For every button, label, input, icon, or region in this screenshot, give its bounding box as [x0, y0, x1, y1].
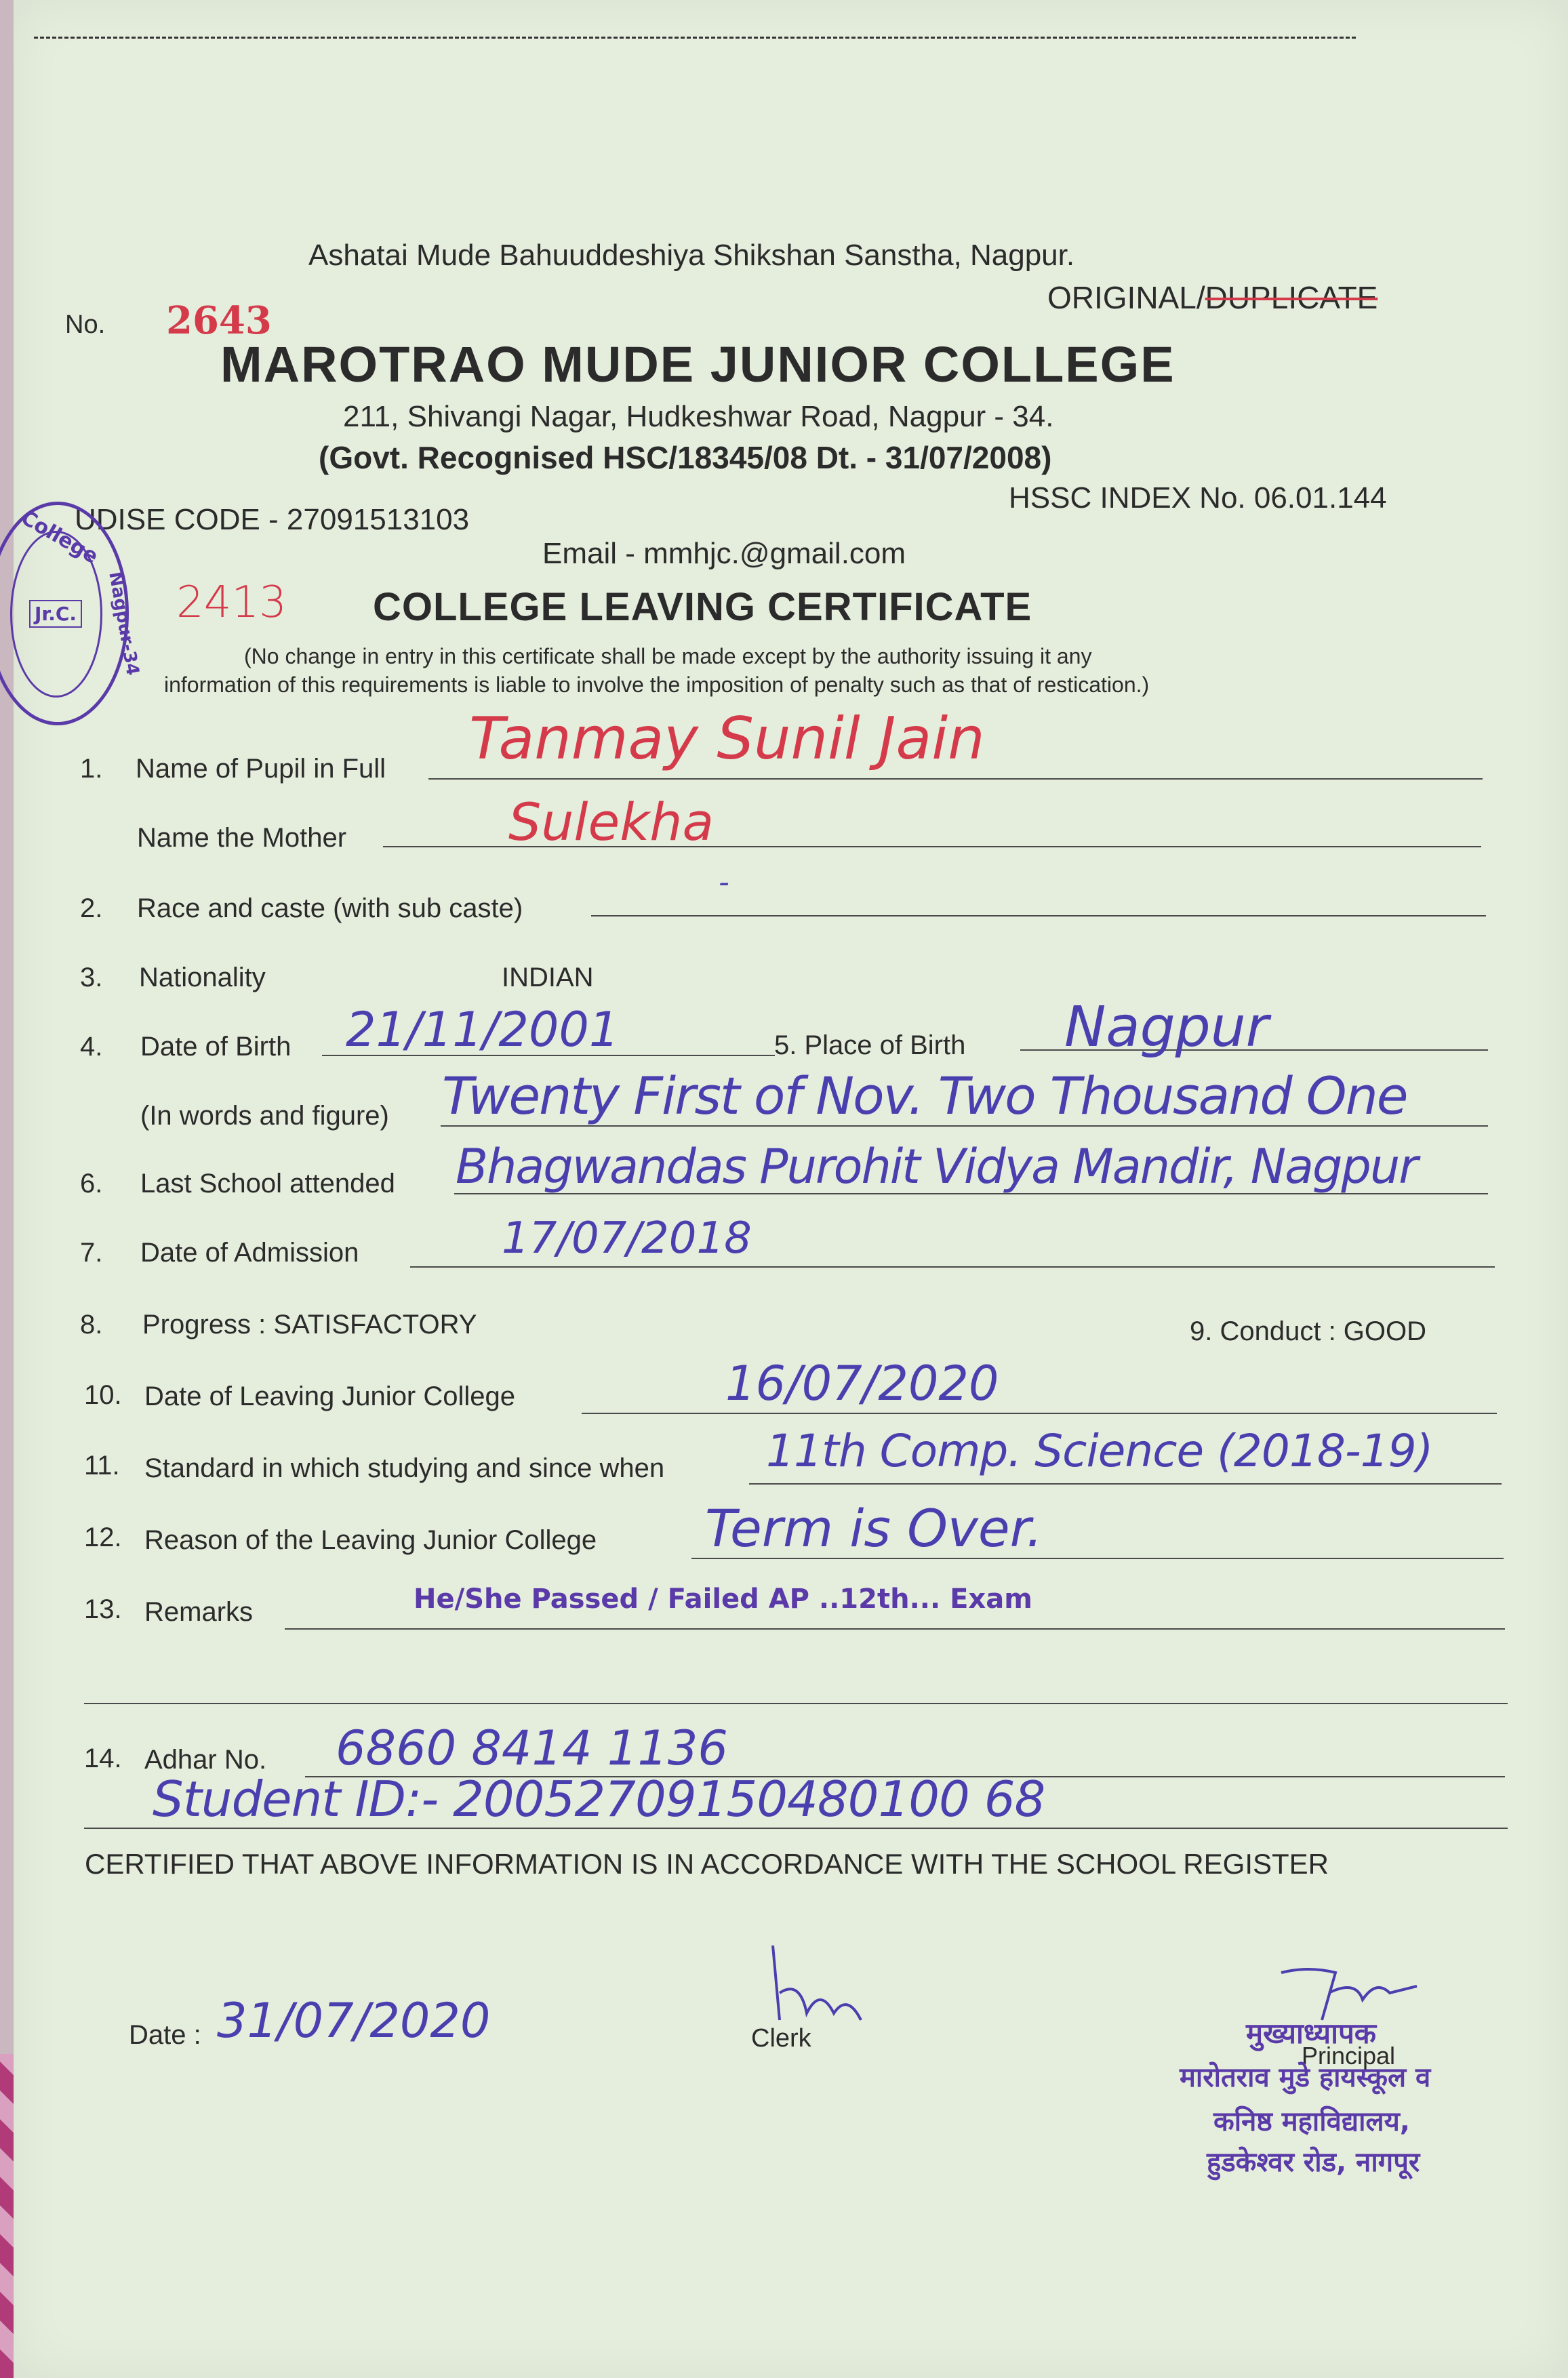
- field-12-number: 12.: [84, 1523, 122, 1552]
- principal-stamp-1: मारोतराव मुडे हायस्कूल व: [1180, 2062, 1431, 2093]
- progress: Progress : SATISFACTORY: [142, 1310, 477, 1339]
- field-13-label: Remarks: [144, 1597, 254, 1627]
- certificate-note-1: (No change in entry in this certificate shall be made except by the authority issuing it any: [244, 644, 1092, 668]
- copy-type: [1047, 279, 1378, 316]
- words-label: (In words and figure): [140, 1101, 389, 1131]
- udise-code: UDISE CODE - 27091513103: [75, 503, 470, 536]
- certificate-title: COLLEGE LEAVING CERTIFICATE: [373, 585, 1032, 629]
- caste-value: -: [719, 865, 729, 900]
- field-8-number: 8.: [80, 1310, 103, 1339]
- field-14-label: Adhar No.: [144, 1745, 267, 1775]
- field-10-label: Date of Leaving Junior College: [144, 1382, 516, 1411]
- register-no: 2413: [176, 578, 287, 628]
- college-address: 211, Shivangi Nagar, Hudkeshwar Road, Nagpur - 34.: [343, 400, 1054, 433]
- perforation-line: [34, 37, 1356, 39]
- field-10-number: 10.: [84, 1380, 122, 1410]
- serial-no-label: No.: [65, 310, 106, 339]
- date-of-birth: 21/11/2001: [346, 1002, 620, 1057]
- serial-no: 2643: [166, 298, 272, 343]
- field-4-label: Date of Birth: [140, 1032, 292, 1062]
- field-1-label: Name of Pupil in Full: [136, 754, 386, 784]
- field-6-label: Last School attended: [140, 1169, 395, 1198]
- last-school: Bhagwandas Purohit Vidya Mandir, Nagpur: [456, 1139, 1417, 1194]
- principal-label: Principal: [1302, 2042, 1396, 2070]
- sanstha-name: Ashatai Mude Bahuuddeshiya Shikshan Sanstha, Nagpur.: [308, 239, 1075, 272]
- field-6-number: 6.: [80, 1169, 103, 1198]
- date-of-admission: 17/07/2018: [502, 1213, 752, 1264]
- principal-hindi: मुख्याध्यापक: [1246, 2017, 1377, 2050]
- student-id-line: [84, 1828, 1508, 1829]
- remarks-second-line: [84, 1703, 1508, 1704]
- nationality-value: INDIAN: [502, 963, 594, 992]
- field-1-number: 1.: [80, 754, 103, 784]
- principal-stamp-3: हुडकेश्वर रोड, नागपूर: [1207, 2147, 1420, 2178]
- field-11-number: 11.: [84, 1451, 120, 1480]
- field-5-label: 5. Place of Birth: [774, 1030, 966, 1060]
- field-13-number: 13.: [84, 1594, 122, 1624]
- field-3-label: Nationality: [139, 963, 266, 992]
- issue-date: 31/07/2020: [217, 1993, 491, 2049]
- field-4-number: 4.: [80, 1032, 103, 1062]
- copy-duplicate: DUPLICATE: [1205, 280, 1378, 315]
- field-11-label: Standard in which studying and since when: [144, 1453, 665, 1483]
- seal-text-1: College: [16, 506, 102, 569]
- certificate-paper: [14, 0, 1568, 2378]
- hssc-index: HSSC INDEX No. 06.01.144: [1009, 481, 1387, 515]
- certified-statement: CERTIFIED THAT ABOVE INFORMATION IS IN ACCORDANCE WITH THE SCHOOL REGISTER: [85, 1848, 1329, 1880]
- field-11-line: [749, 1483, 1502, 1485]
- principal-stamp-2: कनिष्ठ महाविद्यालय,: [1213, 2106, 1410, 2137]
- field-12-label: Reason of the Leaving Junior College: [144, 1525, 597, 1555]
- place-of-birth: Nagpur: [1064, 995, 1269, 1060]
- dob-in-words: Twenty First of Nov. Two Thousand One: [442, 1066, 1407, 1126]
- field-2-number: 2.: [80, 893, 103, 923]
- college-name: MAROTRAO MUDE JUNIOR COLLEGE: [220, 336, 1175, 392]
- email: Email - mmhjc.@gmail.com: [542, 537, 906, 570]
- field-2-label: Race and caste (with sub caste): [137, 893, 523, 923]
- mother-label: Name the Mother: [137, 823, 347, 853]
- field-10-line: [582, 1413, 1497, 1414]
- reason-of-leaving: Term is Over.: [705, 1498, 1043, 1558]
- seal-text-2: Jr.C.: [29, 600, 82, 628]
- field-2-line: [591, 915, 1486, 916]
- date-label: Date :: [129, 2020, 201, 2050]
- field-7-label: Date of Admission: [140, 1238, 359, 1268]
- conduct: 9. Conduct : GOOD: [1190, 1316, 1427, 1346]
- copy-original: ORIGINAL/: [1047, 280, 1205, 315]
- mother-name: Sulekha: [508, 792, 715, 852]
- field-14-number: 14.: [84, 1744, 122, 1773]
- pupil-name: Tanmay Sunil Jain: [469, 705, 985, 773]
- standard-studying: 11th Comp. Science (2018-19): [766, 1425, 1433, 1477]
- field-3-number: 3.: [80, 963, 103, 992]
- seal-text-3: Nagpur-34: [104, 570, 143, 677]
- clerk-label: Clerk: [751, 2024, 811, 2053]
- field-13-line: [285, 1628, 1505, 1630]
- field-7-number: 7.: [80, 1238, 103, 1268]
- date-of-leaving: 16/07/2020: [725, 1356, 999, 1411]
- field-7-line: [410, 1266, 1495, 1268]
- remarks-stamp: He/She Passed / Failed AP ..12th... Exam: [414, 1584, 1032, 1615]
- aadhar-number: 6860 8414 1136: [336, 1720, 728, 1776]
- recognition: (Govt. Recognised HSC/18345/08 Dt. - 31/07/2008): [319, 440, 1052, 475]
- certificate-note-2: information of this requirements is liable to involve the imposition of penalty such as that of restication.): [164, 672, 1150, 697]
- student-id: Student ID:- 20052709150480100 68: [153, 1771, 1045, 1828]
- field-1-line: [428, 778, 1483, 780]
